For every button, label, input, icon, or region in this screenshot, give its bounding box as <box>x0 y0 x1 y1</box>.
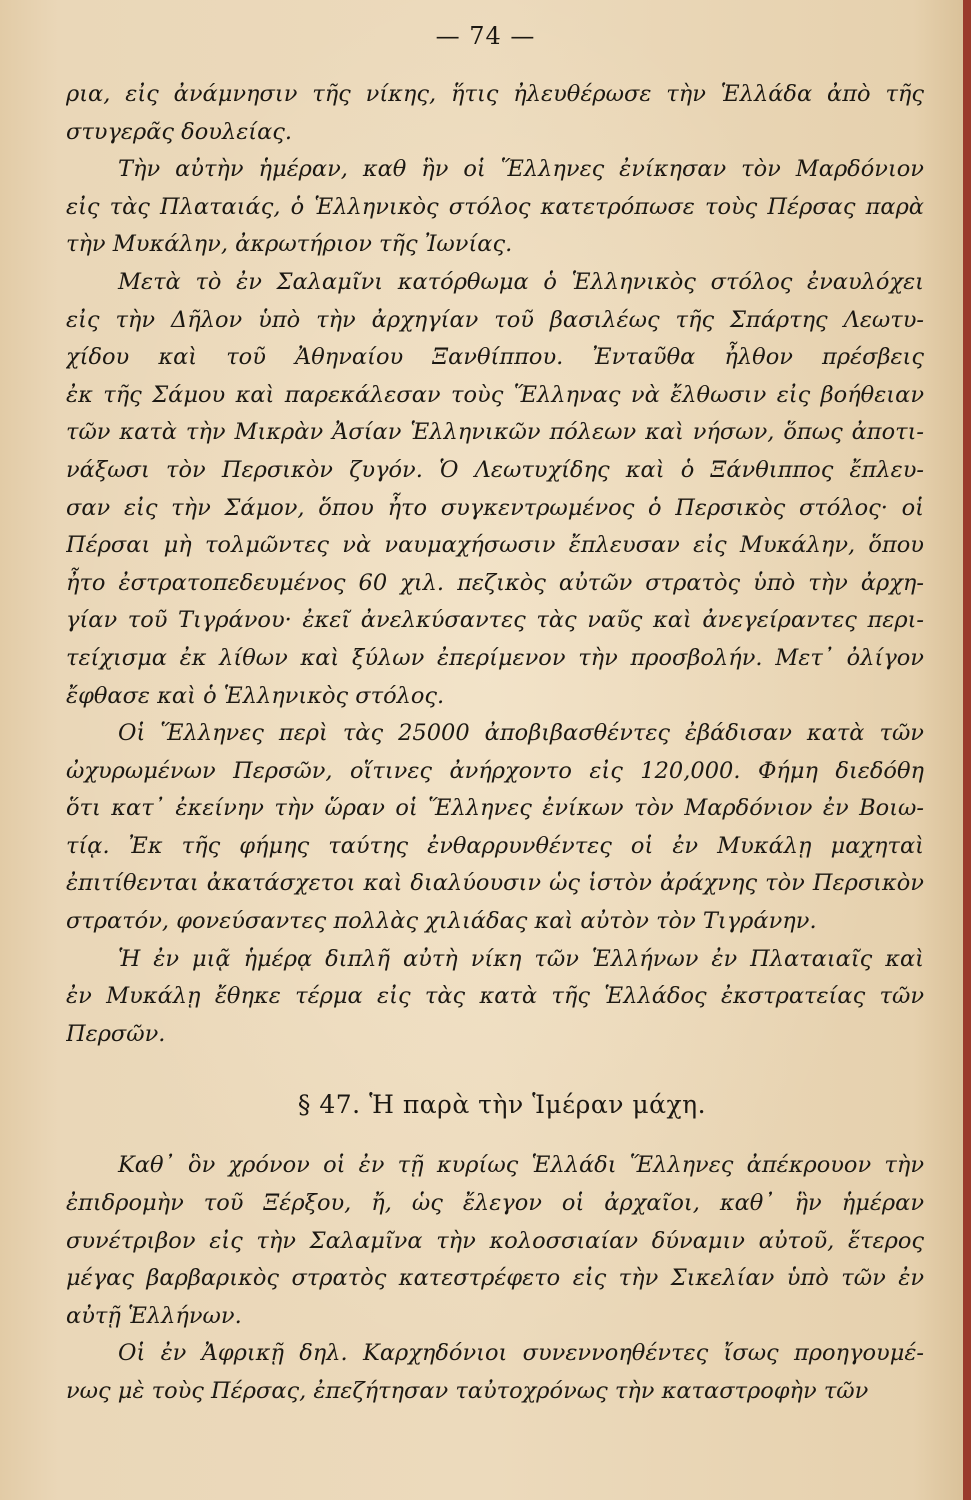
text-line: Καθ᾽ ὃν χρόνον οἱ ἐν τῇ κυρίως Ἑλλάδι Ἕλληνες ἀπέκρουον τὴν <box>118 1152 924 1179</box>
paragraph <box>66 941 924 1054</box>
paragraph <box>66 264 924 715</box>
text-line: Μετὰ τὸ ἐν Σαλαμῖνι κατόρθωμα ὁ Ἑλληνικὸς στόλος ἐναυλόχει <box>118 268 924 295</box>
page-edge <box>963 0 971 1500</box>
body-text <box>66 76 924 1411</box>
text-line: ἐπιτίθενται ἀκατάσχετοι καὶ διαλύουσιν ὡς ἱστὸν ἀράχνης τὸν Περσικὸν <box>66 870 924 897</box>
text-line: Τὴν αὐτὴν ἡμέραν, καθ ἣν οἱ Ἕλληνες ἐνίκησαν τὸν Μαρδόνιον <box>118 156 924 183</box>
text-line: ὅτι κατ᾽ ἐκείνην τὴν ὥραν οἱ Ἕλληνες ἐνίκων τὸν Μαρδόνιον ἐν Βοιω- <box>66 795 924 822</box>
text-line: σαν εἰς τὴν Σάμον, ὅπου ἦτο συγκεντρωμένος ὁ Περσικὸς στόλος· οἱ <box>66 494 924 521</box>
text-line: στυγερᾶς δουλείας. <box>66 118 293 145</box>
text-line: αὐτῇ Ἑλλήνων. <box>66 1302 242 1329</box>
text-line: τίᾳ. Ἐκ τῆς φήμης ταύτης ἐνθαρρυνθέντες οἱ ἐν Μυκάλῃ μαχηταὶ <box>66 832 924 859</box>
text-line: Ἡ ἐν μιᾷ ἡμέρᾳ διπλῆ αὐτὴ νίκη τῶν Ἑλλήνων ἐν Πλαταιαῖς καὶ <box>118 945 924 972</box>
text-line: Οἱ ἐν Ἀφρικῇ δηλ. Καρχηδόνιοι συνεννοηθέντες ἴσως προηγουμέ- <box>118 1340 924 1367</box>
section-heading: § 47. Ἡ παρὰ τὴν Ἱμέραν μάχη. <box>297 1090 707 1120</box>
text-line: ἐν Μυκάλῃ ἔθηκε τέρμα εἰς τὰς κατὰ τῆς Ἑλλάδος ἐκστρατείας τῶν <box>66 983 924 1010</box>
text-line: ἐκ τῆς Σάμου καὶ παρεκάλεσαν τοὺς Ἕλληνας νὰ ἔλθωσιν εἰς βοήθειαν <box>66 381 924 408</box>
paragraph <box>66 1147 924 1335</box>
text-line: Πέρσαι μὴ τολμῶντες νὰ ναυμαχήσωσιν ἔπλευσαν εἰς Μυκάλην, ὅπου <box>66 532 924 559</box>
text-line: τείχισμα ἐκ λίθων καὶ ξύλων ἐπερίμενον τὴν προσβολήν. Μετ᾽ ὀλίγον <box>66 644 924 671</box>
text-line: ἔφθασε καὶ ὁ Ἑλληνικὸς στόλος. <box>66 682 445 709</box>
paragraph <box>66 76 924 151</box>
text-line: νως μὲ τοὺς Πέρσας, ἐπεζήτησαν ταὐτοχρόνως τὴν καταστροφὴν τῶν <box>66 1378 869 1404</box>
text-line: ἐπιδρομὴν τοῦ Ξέρξου, ἤ, ὡς ἔλεγον οἱ ἀρχαῖοι, καθ᾽ ἣν ἡμέραν <box>66 1190 924 1217</box>
text-line: Περσῶν. <box>66 1020 166 1047</box>
text-line: στρατόν, φονεύσαντες πολλὰς χιλιάδας καὶ αὐτὸν τὸν Τιγράνην. <box>66 908 817 935</box>
text-line: ρια, εἰς ἀνάμνησιν τῆς νίκης, ἥτις ἠλευθέρωσε τὴν Ἑλλάδα ἀπὸ τῆς <box>66 81 924 107</box>
text-line: νάξωσι τὸν Περσικὸν ζυγόν. Ὁ Λεωτυχίδης καὶ ὁ Ξάνθιππος ἔπλευ- <box>66 456 924 483</box>
text-line: χίδου καὶ τοῦ Ἀθηναίου Ξανθίππου. Ἐνταῦθα ἦλθον πρέσβεις <box>66 344 924 371</box>
text-line: εἰς τὴν Δῆλον ὑπὸ τὴν ἀρχηγίαν τοῦ βασιλέως τῆς Σπάρτης Λεωτυ- <box>66 306 924 333</box>
text-line: Οἱ Ἕλληνες περὶ τὰς 25000 ἀποβιβασθέντες ἐβάδισαν κατὰ τῶν <box>118 720 924 747</box>
text-line: ἦτο ἐστρατοπεδευμένος 60 χιλ. πεζικὸς αὐτῶν στρατὸς ὑπὸ τὴν ἀρχη- <box>66 569 924 596</box>
text-line: γίαν τοῦ Τιγράνου· ἐκεῖ ἀνελκύσαντες τὰς ναῦς καὶ ἀνεγείραντες περι- <box>66 607 924 634</box>
text-line: εἰς τὰς Πλαταιάς, ὁ Ἑλληνικὸς στόλος κατετρόπωσε τοὺς Πέρσας παρὰ <box>66 193 924 220</box>
page-number: — 74 — <box>435 22 536 50</box>
text-line: μέγας βαρβαρικὸς στρατὸς κατεστρέφετο εἰς τὴν Σικελίαν ὑπὸ τῶν ἐν <box>66 1265 924 1292</box>
paragraphs-before-heading <box>66 76 924 1053</box>
text-line: συνέτριβον εἰς τὴν Σαλαμῖνα τὴν κολοσσιαίαν δύναμιν αὐτοῦ, ἕτερος <box>66 1227 924 1254</box>
paragraph <box>66 151 924 264</box>
paragraphs-after-heading <box>66 1147 924 1410</box>
text-line: ὠχυρωμένων Περσῶν, οἵτινες ἀνήρχοντο εἰς 120,000. Φήμη διεδόθη <box>66 757 924 784</box>
paragraph <box>66 1335 924 1410</box>
paragraph <box>66 715 924 941</box>
text-line: τῶν κατὰ τὴν Μικρὰν Ἀσίαν Ἑλληνικῶν πόλεων καὶ νήσων, ὅπως ἀποτι- <box>66 419 924 446</box>
text-line: τὴν Μυκάλην, ἀκρωτήριον τῆς Ἰωνίας. <box>66 231 513 258</box>
